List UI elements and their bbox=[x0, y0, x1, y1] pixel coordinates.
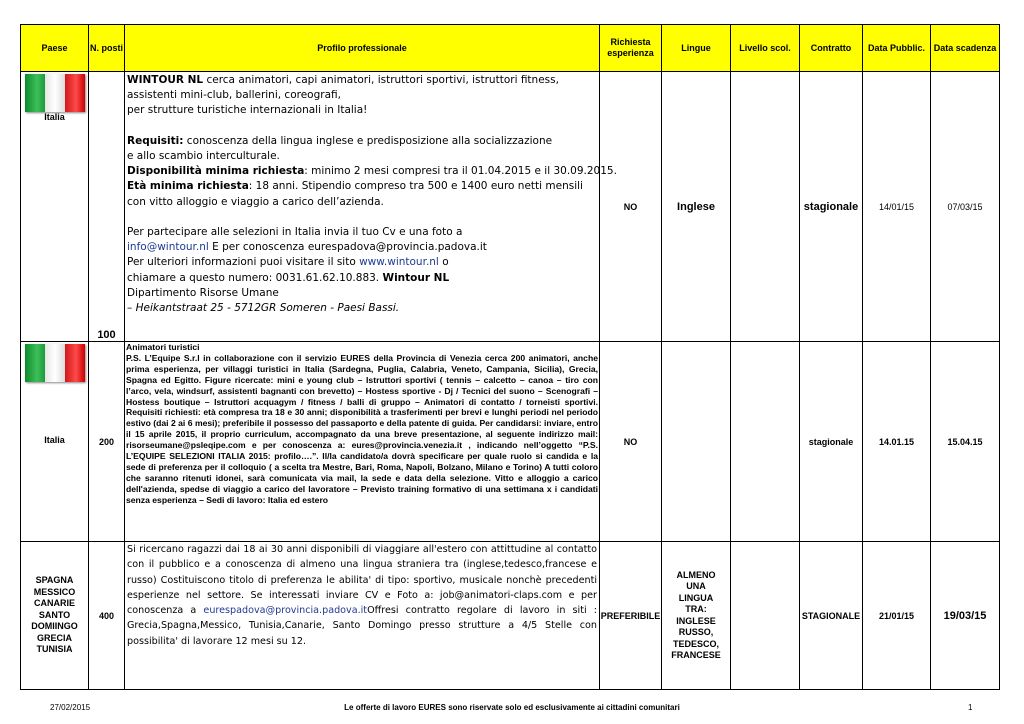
profile-line: assistenti mini-club, ballerini, coreografi, bbox=[127, 89, 341, 102]
header-livello: Livello scol. bbox=[731, 25, 800, 72]
profile-line: Per ulteriori informazioni puoi visitare il sito www.wintour.nl o bbox=[127, 256, 449, 269]
nposti-cell: 200 bbox=[89, 342, 125, 542]
nposti-cell: 400 bbox=[89, 542, 125, 690]
nposti-value: 100 bbox=[97, 329, 116, 341]
paese-label: Italia bbox=[44, 435, 65, 445]
profile-body: P.S. L’Equipe S.r.l in collaborazione con il servizio EURES della Provincia di Venezia cerca 200 animatori, anche prima esperienza, per villaggi turistici in Italia (Sardegna, Puglia, Calabria, Veneto, Campania, Sicilia), Grecia, Spagna ed Egitto. Figure ricercate: mini e young club – Istruttori sportivi ( tennis – calcetto – canoa – tiro con l’arco, vela, windsurf, assistenti bagnanti con brevetto) – Hostess sportive - Dj / Tecnici del suono – Scenografi – Hostess boutique – Istruttori acquagym / fitness / balli di gruppo – Animatori di contatto / torneisti sportivi. Requisiti richiesti: età compresa tra 18 e 30 anni; disponibilità a trasferimenti per brevi e lunghi periodi nel periodo estivo (dai 2 ai 6 mesi); preferibile il possesso del passaporto e della patente di guida. Per candidarsi: inviare, entro il 15 aprile 2015, il proprio curriculum, accompagnato da una breve presentazione, al seguente indirizzo mail: risorseumane@psleqipe.com e per conoscenza a: eures@provincia.venezia.it , indicando nell’oggetto “P.S. L’EQUIPE SELEZIONI ITALIA 2015: profilo….”. Il/la candidato/a dovrà specificare per quale ruolo si candida e la sede di preferenza per il colloquio ( a scelta tra Mestre, Bari, Roma, Napoli, Bolzano, Milano e Torino) A tutti coloro che saranno ritenuti idonei, sarà comunicata via mail, la sede e data della selezione. Vitto e alloggio a carico dell'azienda, spedse di viaggio a carico del lavoratore – Previsto training formativo di una settimana x i candidati senza esperienza – Sedi di lavoro: Italia ed estero bbox=[126, 352, 598, 505]
table-row bbox=[21, 542, 1000, 690]
footer-date: 27/02/2015 bbox=[50, 703, 91, 712]
lingue-cell bbox=[662, 342, 731, 542]
profile-text-part: Offresi contratto regolare di lavoro in siti : Grecia,Spagna,Messico, Tunisia,Canarie, Santo Domingo presso strutture a 4/5 Stelle con possibilita' di lavorare 12 mesi su 12. bbox=[127, 605, 597, 647]
richiesta-cell: NO bbox=[600, 342, 662, 542]
nposti-cell bbox=[89, 72, 125, 342]
profile-line: – Heikantstraat 25 - 5712GR Someren - Paesi Bassi. bbox=[127, 302, 400, 315]
profile-line: info@wintour.nl E per conoscenza eurespadova@provincia.padova.it bbox=[127, 241, 487, 254]
profilo-cell bbox=[125, 342, 600, 542]
website-link[interactable]: www.wintour.nl bbox=[359, 256, 439, 269]
table-row bbox=[21, 72, 1000, 342]
profile-line: chiamare a questo numero: 0031.61.62.10.883. Wintour NL bbox=[127, 271, 450, 284]
profile-line: WINTOUR NL cerca animatori, capi animatori, istruttori sportivi, istruttori fitness, bbox=[127, 74, 559, 86]
paese-cell bbox=[21, 72, 89, 342]
profilo-cell bbox=[125, 72, 617, 342]
profile-line bbox=[127, 210, 597, 225]
header-nposti: N. posti bbox=[89, 25, 125, 72]
pubblic-cell: 14/01/15 bbox=[863, 72, 931, 342]
profile-line: Età minima richiesta: 18 anni. Stipendio compreso tra 500 e 1400 euro netti mensili bbox=[127, 180, 583, 193]
profile-line: Dipartimento Risorse Umane bbox=[127, 286, 279, 299]
header-contratto: Contratto bbox=[800, 25, 863, 72]
pubblic-cell: 21/01/15 bbox=[863, 542, 931, 690]
scadenza-cell: 07/03/15 bbox=[931, 72, 1000, 342]
header-pubblic: Data Pubblic. bbox=[863, 25, 931, 72]
paese-cell bbox=[21, 342, 89, 542]
header-profilo: Profilo professionale bbox=[125, 25, 600, 72]
profile-title: Animatori turistici bbox=[126, 342, 200, 352]
lingue-cell: ALMENO UNA LINGUA TRA: INGLESE RUSSO, TEDESCO, FRANCESE bbox=[662, 542, 731, 690]
contratto-cell: STAGIONALE bbox=[800, 542, 863, 690]
profile-line: e allo scambio interculturale. bbox=[127, 150, 280, 163]
header-richiesta: Richiesta esperienza bbox=[600, 25, 662, 72]
livello-cell bbox=[731, 72, 800, 342]
paese-cell: SPAGNA MESSICO CANARIE SANTO DOMIINGO GRECIA TUNISIA bbox=[21, 542, 89, 690]
profile-line: Requisiti: conoscenza della lingua inglese e predisposizione alla socializzazione bbox=[127, 134, 553, 147]
profile-text bbox=[125, 542, 599, 649]
profile-line: Disponibilità minima richiesta: minimo 2 mesi compresi tra il 01.04.2015 e il 30.09.2015. bbox=[127, 165, 617, 178]
job-offers-table bbox=[20, 24, 1000, 690]
richiesta-cell: NO bbox=[600, 72, 662, 342]
profile-text-part: Si ricercano ragazzi dai 18 ai 30 anni disponibili di viaggiare all'estero con attittudine al contatto con il pubblico e a conoscenza di almeno una lingua straniera tra (inglese,tedesco,francese e russo) Costituiscono titolo di preferenza le abilita' di tipo: sportivo, musicale nonchè precedenti esperienze nel settore. Se interessati inviare CV e Foto a: job@animatori-claps.com e per conoscenza a bbox=[127, 544, 597, 617]
profile-line: per strutture turistiche internazionali in Italia! bbox=[127, 104, 368, 117]
contratto-cell: stagionale bbox=[800, 342, 863, 542]
footer-page: 1 bbox=[968, 703, 973, 712]
profile-text bbox=[125, 73, 617, 316]
header-paese: Paese bbox=[21, 25, 89, 72]
profile-line: Per partecipare alle selezioni in Italia invia il tuo Cv e una foto a bbox=[127, 226, 463, 239]
paese-label: Italia bbox=[44, 112, 65, 122]
livello-cell bbox=[731, 342, 800, 542]
header-lingue: Lingue bbox=[662, 25, 731, 72]
profile-line bbox=[127, 119, 597, 134]
italy-flag-icon bbox=[25, 74, 85, 112]
profilo-cell bbox=[125, 542, 600, 690]
profile-text bbox=[125, 342, 599, 506]
scadenza-cell: 19/03/15 bbox=[931, 542, 1000, 690]
email-link[interactable]: info@wintour.nl bbox=[127, 241, 209, 254]
table-row bbox=[21, 342, 1000, 542]
header-row bbox=[21, 25, 1000, 72]
contratto-cell: stagionale bbox=[800, 72, 863, 342]
italy-flag-icon bbox=[25, 344, 85, 382]
richiesta-cell: PREFERIBILE bbox=[600, 542, 662, 690]
pubblic-cell: 14.01.15 bbox=[863, 342, 931, 542]
scadenza-cell: 15.04.15 bbox=[931, 342, 1000, 542]
header-scadenza: Data scadenza bbox=[931, 25, 1000, 72]
profile-line: con vitto alloggio e viaggio a carico dell’azienda. bbox=[127, 195, 384, 208]
livello-cell bbox=[731, 542, 800, 690]
lingue-cell: Inglese bbox=[662, 72, 731, 342]
footer-note: Le offerte di lavoro EURES sono riservate solo ed esclusivamente ai cittadini comunitari bbox=[344, 703, 680, 712]
email-link[interactable]: eurespadova@provincia.padova.it bbox=[203, 605, 368, 617]
